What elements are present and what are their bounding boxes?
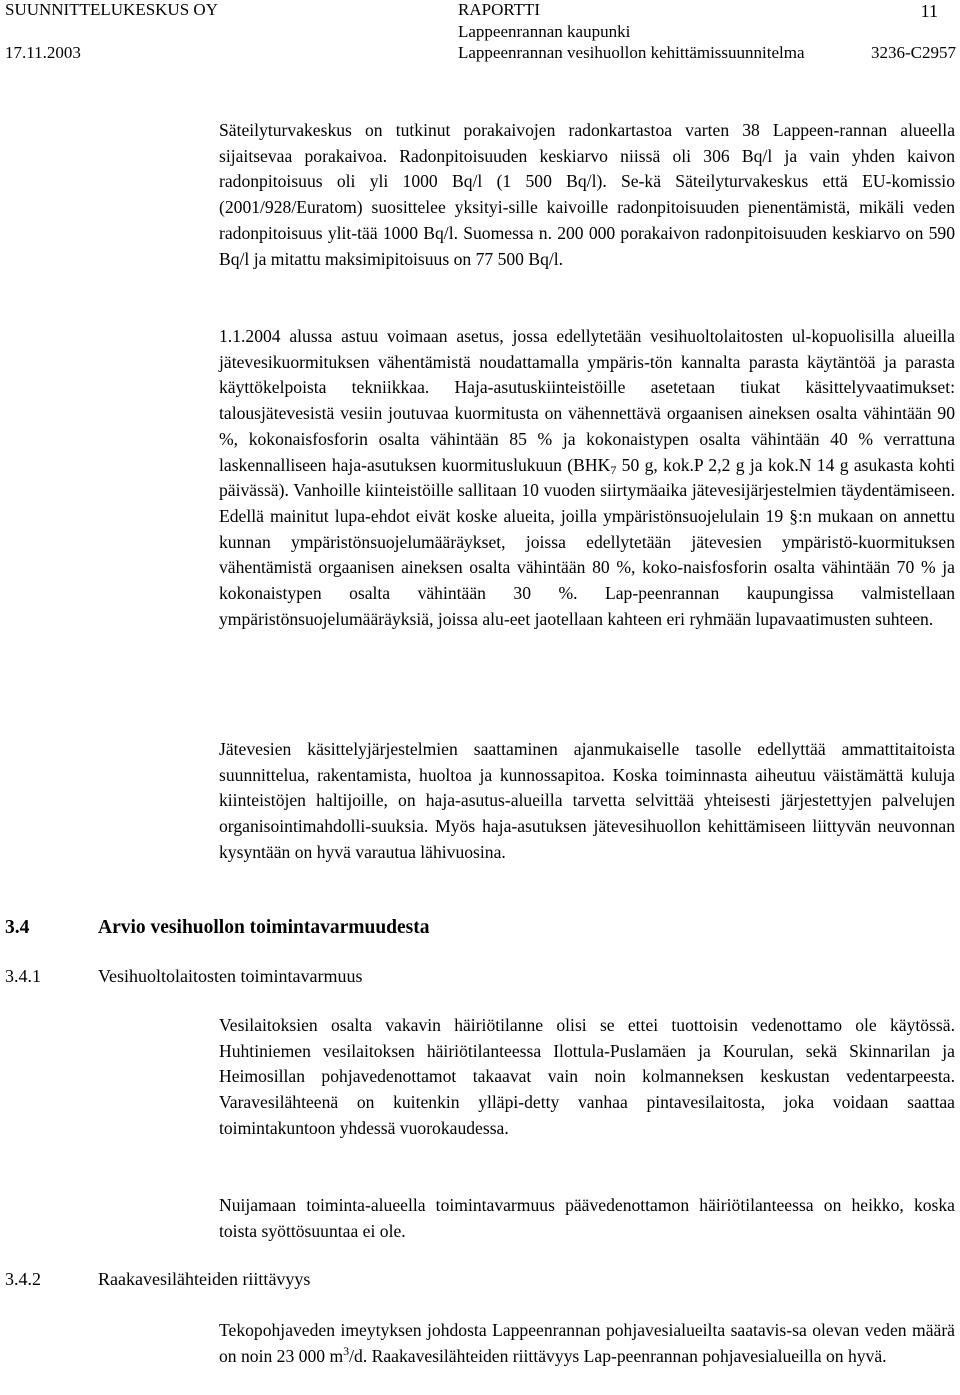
report-date: 17.11.2003 — [5, 43, 81, 62]
plan-title: Lappeenrannan vesihuollon kehittämissuunnitelma — [458, 43, 805, 62]
paragraph-text: Nuijamaan toiminta-alueella toimintavarmuus päävedenottamon häiriötilanteessa on heikko, koska toista syöttösuuntaa ei ole. — [219, 1195, 955, 1241]
text-segment: 1.1.2004 alussa astuu voimaan asetus, jossa edellytetään vesihuoltolaitosten ul-kopuolisilla alueilla jätevesikuormituksen vähentämistä noudattamalla ympäris-tön kannalta parasta käytäntöä ja parasta käyttökelpoista tekniikkaa. Haja-asutuskiinteistöille asetetaan tiukat käsittelyvaatimukset: talousjätevesistä vesiin joutuvaa kuormitusta on vähennettävä orgaanisen aineksen osalta vähintään 90 %, kokonaisfosforin osalta vähintään 85 % ja kokonaistypen osalta vähintään 40 % verrattuna laskennalliseen haja-asutuksen kuormituslukuun (BHK — [219, 326, 955, 475]
paragraph-wastewater-decree — [219, 324, 955, 632]
paragraph-raw-water — [219, 1318, 955, 1369]
paragraph-text: Jätevesien käsittelyjärjestelmien saattaminen ajanmukaiselle tasolle edellyttää ammattitaitoista suunnittelua, rakentamista, huoltoa ja kunnossapitoa. Koska toiminnasta aiheutuu väistämättä kuluja kiinteistöjen haltijoille, on haja-asutus-alueilla tarvetta selvittää yhteisesti järjestettyjen palvelujen organisointimahdolli-suuksia. Myös haja-asutuksen jätevesihuollon kehittämiseen liittyvän neuvonnan kysyntään on hyvä varautua lähivuosina. — [219, 739, 955, 862]
subscript: 7 — [610, 462, 617, 477]
section-heading-3-4-1 — [5, 966, 362, 987]
superscript: 3 — [343, 1343, 350, 1358]
paragraph-nuijamaa — [219, 1193, 955, 1244]
paragraph-text — [219, 324, 955, 632]
section-heading-3-4 — [5, 917, 430, 939]
page-number: 11 — [920, 1, 938, 21]
project-code: 3236-C2957 — [871, 43, 956, 62]
section-number: 3.4.1 — [5, 966, 41, 986]
section-title: Vesihuoltolaitosten toimintavarmuus — [98, 966, 363, 986]
section-title: Arvio vesihuollon toimintavarmuudesta — [98, 917, 430, 938]
section-heading-3-4-2 — [5, 1269, 310, 1290]
paragraph-text — [219, 1318, 955, 1369]
client-name: Lappeenrannan kaupunki — [458, 22, 631, 41]
text-segment: 50 g, kok.P 2,2 g ja kok.N 14 g asukasta kohti päivässä). Vanhoille kiinteistöille sallitaan 10 vuoden siirtymäaika jätevesijärjestelmien täydentämiseen. Edellä mainitut lupa-ehdot eivät koske alueita, joilla ympäristönsuojelulain 19 §:n mukaan on annettu kunnan ympäristönsuojelumääräykset, joissa edellytetään jätevesien ympäristö-kuormituksen vähentämistä orgaanisen aineksen osalta vähintään 80 %, koko-naisfosforin osalta vähintään 70 % ja kokonaistypen osalta vähintään 30 %. Lap-peenrannan kaupungissa valmistellaan ympäristönsuojelumääräyksiä, joissa alu-eet jaotellaan kahteen eri ryhmään lupavaatimusten suhteen. — [219, 454, 955, 629]
paragraph-text: Säteilyturvakeskus on tutkinut porakaivojen radonkartastoa varten 38 Lappeen-rannan alueella sijaitsevaa porakaivoa. Radonpitoisuuden keskiarvo niissä oli 306 Bq/l ja vain yhden kaivon radonpitoisuus oli yli 1000 Bq/l (1 500 Bq/l). Se-kä Säteilyturvakeskus että EU-komissio (2001/928/Euratom) suosittelee yksityi-sille kaivoille radonpitoisuuden pienentämistä, mikäli veden radonpitoisuus ylit-tää 1000 Bq/l. Suomessa n. 200 000 porakaivon radonpitoisuuden keskiarvo on 590 Bq/l ja mitattu maksimipitoisuus on 77 500 Bq/l. — [219, 120, 955, 269]
section-title: Raakavesilähteiden riittävyys — [98, 1269, 311, 1289]
section-number: 3.4 — [5, 917, 30, 938]
paragraph-treatment-systems — [219, 737, 955, 866]
text-segment: /d. Raakavesilähteiden riittävyys Lap-peenrannan pohjavesialueilla on hyvä. — [349, 1345, 887, 1366]
section-number: 3.4.2 — [5, 1269, 41, 1289]
company-name: SUUNNITTELUKESKUS OY — [5, 0, 218, 19]
report-label: RAPORTTI — [458, 0, 541, 19]
paragraph-text: Vesilaitoksien osalta vakavin häiriötilanne olisi se ettei tuottoisin vedenottamo ole käytössä. Huhtiniemen vesilaitoksen häiriötilanteessa Ilottula-Puslamäen ja Kourulan, sekä Skinnarilan ja Heimosillan pohjavedenottamot takaavat vain noin kolmanneksen keskustan vedentarpeesta. Varavesilähteenä on kuitenkin ylläpi-detty vanhaa pintavesilaitosta, joka voidaan saattaa toimintakuntoon yhdessä vuorokaudessa. — [219, 1015, 955, 1138]
text-segment: Tekopohjaveden imeytyksen johdosta Lappeenrannan pohjavesialueilta saatavis-sa olevan veden määrä on noin 23 000 m — [219, 1320, 955, 1366]
paragraph-waterworks — [219, 1013, 955, 1142]
paragraph-radon — [219, 118, 955, 272]
